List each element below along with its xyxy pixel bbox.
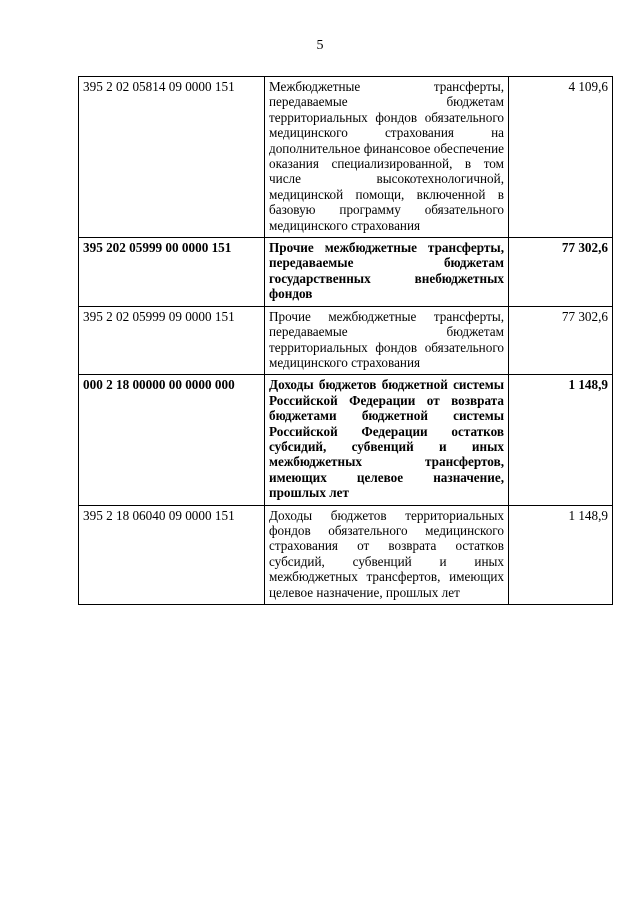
page-number: 5 [316,38,324,53]
classification-code: 395 2 02 05999 09 0000 151 [79,306,265,375]
revenue-description: Прочие межбюджетные трансферты, передаваемые бюджетам территориальных фондов обязательного медицинского страхования [265,306,509,375]
classification-code: 395 2 02 05814 09 0000 151 [79,77,265,238]
classification-code: 000 2 18 00000 00 0000 000 [79,375,265,505]
revenue-description: Доходы бюджетов бюджетной системы Российской Федерации от возврата бюджетами бюджетной системы Российской Федерации остатков субсидий, субвенций и иных межбюджетных трансфертов, имеющих целевое назначение, прошлых лет [265,375,509,505]
table-row [79,375,613,505]
amount-value: 1 148,9 [509,505,613,604]
revenue-description: Доходы бюджетов территориальных фондов обязательного медицинского страхования от возврата остатков субсидий, субвенций и иных межбюджетных трансфертов, имеющих целевое назначение, прошлых лет [265,505,509,604]
revenue-description: Прочие межбюджетные трансферты, передаваемые бюджетам государственных внебюджетных фондов [265,238,509,307]
amount-value: 77 302,6 [509,238,613,307]
table-row [79,77,613,238]
table-row [79,505,613,604]
classification-code: 395 202 05999 00 0000 151 [79,238,265,307]
amount-value: 4 109,6 [509,77,613,238]
table-row [79,238,613,307]
amount-value: 1 148,9 [509,375,613,505]
table-row [79,306,613,375]
revenue-description: Межбюджетные трансферты, передаваемые бюджетам территориальных фондов обязательного медицинского страхования на дополнительное финансовое обеспечение оказания специализированной, в том числе высокотехнологичной, медицинской помощи, включенной в базовую программу обязательного медицинского страхования [265,77,509,238]
budget-classification-table [78,76,613,605]
amount-value: 77 302,6 [509,306,613,375]
classification-code: 395 2 18 06040 09 0000 151 [79,505,265,604]
